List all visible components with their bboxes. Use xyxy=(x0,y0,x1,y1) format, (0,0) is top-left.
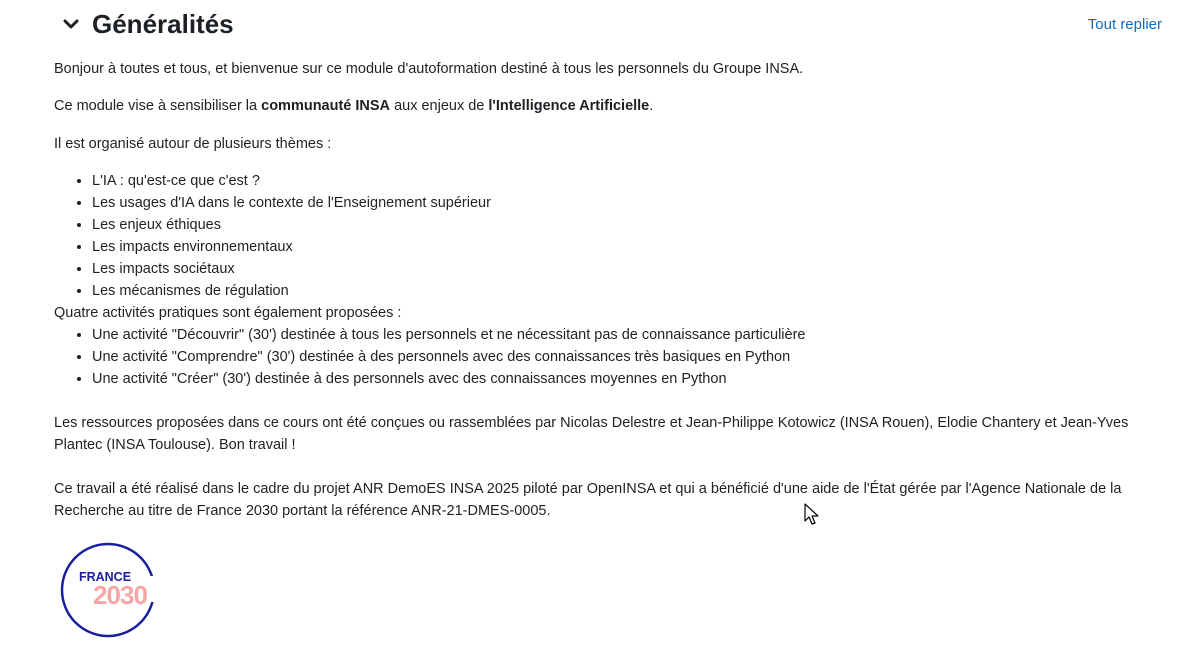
aim-bold-ai: l'Intelligence Artificielle xyxy=(488,98,650,114)
logo-text-2030: 2030 xyxy=(93,580,147,610)
aim-bold-community: communauté INSA xyxy=(261,98,391,114)
themes-intro: Il est organisé autour de plusieurs thèmes : xyxy=(54,136,332,152)
list-item: • Une activité "Comprendre" (30') destinée à des personnels avec des connaissances très basiques en Python xyxy=(92,346,1154,368)
list-item: • Une activité "Découvrir" (30') destinée à tous les personnels et ne nécessitant pas de connaissance particulière xyxy=(92,324,1154,346)
chevron-down-icon[interactable] xyxy=(62,15,80,33)
list-item: • Les enjeux éthiques xyxy=(92,214,1154,236)
aim-text: Ce module vise à sensibiliser la communauté INSA aux enjeux de l'Intelligence Artificielle. xyxy=(54,98,654,114)
france-2030-logo xyxy=(58,540,162,640)
list-item: • Les usages d'IA dans le contexte de l'Enseignement supérieur xyxy=(92,192,1154,214)
list-item: • L'IA : qu'est-ce que c'est ? xyxy=(92,170,1154,192)
section-summary xyxy=(54,58,1154,522)
section-header xyxy=(62,8,234,40)
activities-intro: Quatre activités pratiques sont également proposées : xyxy=(54,305,402,321)
funding-text: Ce travail a été réalisé dans le cadre du projet ANR DemoES INSA 2025 piloté par OpenINSA et qui a bénéficié d'une aide de l'État gérée par l'Agence Nationale de la Recherche au titre de France 2030 portant la référence ANR-21-DMES-0005. xyxy=(54,481,1122,519)
list-item: • Une activité "Créer" (30') destinée à des personnels avec des connaissances moyennes en Python xyxy=(92,368,1154,390)
credits-text: Les ressources proposées dans ce cours ont été conçues ou rassemblées par Nicolas Delestre et Jean-Philippe Kotowicz (INSA Rouen), Elodie Chantery et Jean-Yves Plantec (INSA Toulouse). Bon travail ! xyxy=(54,415,1129,453)
list-item: • Les impacts sociétaux xyxy=(92,258,1154,280)
logo-text-france: FRANCE xyxy=(78,570,132,584)
section-title: Généralités xyxy=(92,9,234,39)
welcome-text: Bonjour à toutes et tous, et bienvenue sur ce module d'autoformation destiné à tous les personnels du Groupe INSA. xyxy=(54,61,804,77)
list-item: • Les mécanismes de régulation xyxy=(92,280,1154,302)
collapse-all-link[interactable]: Tout replier xyxy=(1087,16,1162,33)
mouse-pointer-icon xyxy=(804,503,820,527)
list-item: • Les impacts environnementaux xyxy=(92,236,1154,258)
activities-list xyxy=(54,324,1154,390)
themes-list xyxy=(54,170,1154,302)
